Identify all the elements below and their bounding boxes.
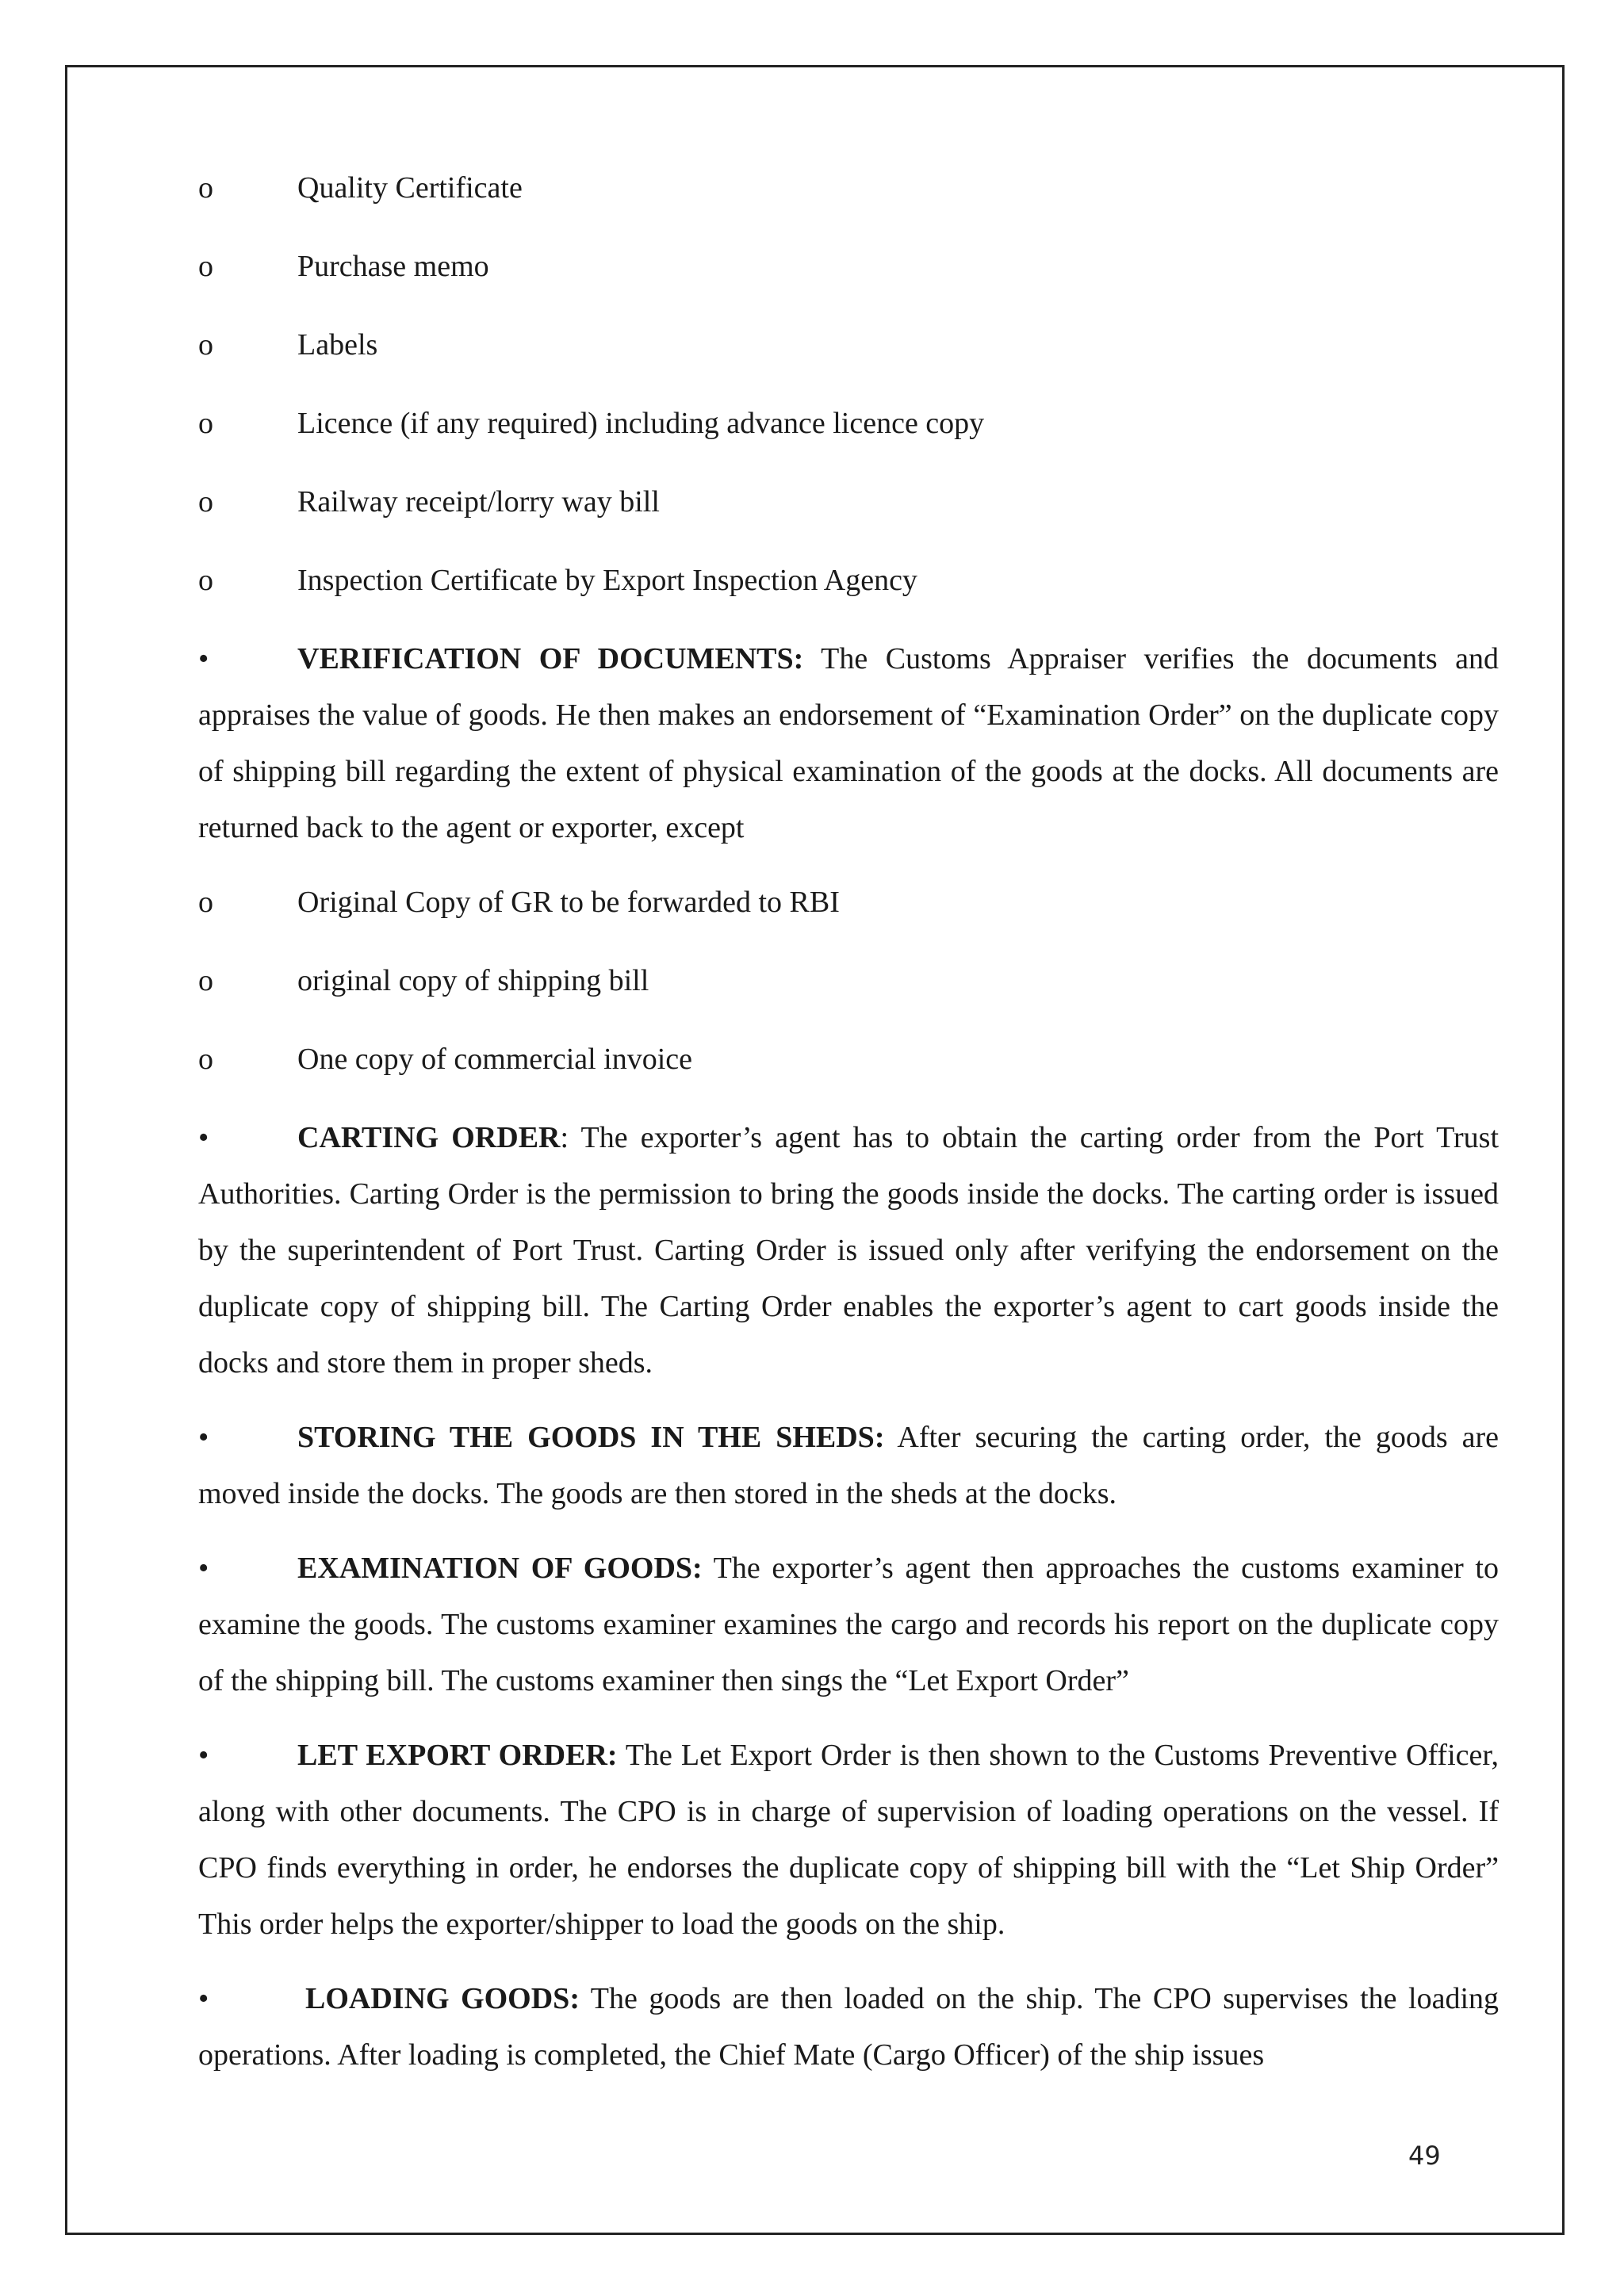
list-item-text: original copy of shipping bill — [297, 964, 649, 997]
list-item-text: Licence (if any required) including advance licence copy — [297, 407, 985, 440]
list-item-text: Purchase memo — [297, 250, 489, 283]
list-marker: o — [198, 171, 213, 205]
bullet-marker: • — [198, 1421, 209, 1454]
list-marker: o — [198, 964, 213, 997]
section-text: The Customs Appraiser verifies the documents and appraises the value of goods. He then makes an endorsement of “Examination Order” on the duplicate copy of shipping bill regarding the extent of physical examination of the goods at the docks. All documents are returned back to the agent or exporter, except — [198, 642, 1500, 844]
list-marker: o — [198, 1043, 213, 1076]
section-text: The goods are then loaded on the ship. The CPO supervises the loading operations. After loading is completed, the Chief Mate (Cargo Officer) of the ship issues — [198, 1982, 1500, 2072]
section-text: The exporter’s agent then approaches the customs examiner to examine the goods. The customs examiner examines the cargo and records his report on the duplicate copy of the shipping bill. The customs examiner then sings the “Let Export Order” — [198, 1552, 1499, 1697]
list-marker: o — [198, 485, 213, 519]
bullet-marker: • — [198, 1739, 209, 1772]
bullet-marker: • — [198, 1982, 209, 2015]
bullet-marker: • — [198, 642, 209, 675]
list-item — [198, 168, 1499, 208]
let-export-order-paragraph — [198, 1728, 1499, 1953]
section-text: : The exporter’s agent has to obtain the carting order from the Port Trust Authorities. Carting Order is the permission to bring the goods inside the docks. The carting order is issued by the superintendent of Port Trust. Carting Order is issued only after verifying the endorsement on the duplicate copy of shipping bill. The Carting Order enables the exporter’s agent to cart goods inside the docks and store them in proper sheds. — [198, 1121, 1499, 1380]
bullet-marker: • — [198, 1121, 209, 1154]
section-heading: EXAMINATION OF GOODS: — [297, 1552, 703, 1585]
section-heading: VERIFICATION OF DOCUMENTS: — [297, 642, 804, 675]
verification-paragraph — [198, 631, 1499, 856]
section-text: The Let Export Order is then shown to the Customs Preventive Officer, along with other documents. The CPO is in charge of supervision of loading operations on the vessel. If CPO finds everything in order, he endorses the duplicate copy of shipping bill with the “Let Ship Order” This order helps the exporter/shipper to load the goods on the ship. — [198, 1739, 1500, 1941]
list-item-text: Inspection Certificate by Export Inspection Agency — [297, 564, 917, 597]
list-marker: o — [198, 328, 213, 362]
loading-goods-paragraph — [198, 1971, 1499, 2084]
section-text: After securing the carting order, the goods are moved inside the docks. The goods are then stored in the sheds at the docks. — [198, 1421, 1500, 1510]
list-item-text: One copy of commercial invoice — [297, 1043, 693, 1076]
list-item — [198, 325, 1499, 365]
storing-paragraph — [198, 1410, 1499, 1522]
list-item-text: Original Copy of GR to be forwarded to RBI — [297, 886, 840, 919]
document-body — [198, 168, 1499, 2110]
list-item — [198, 1039, 1499, 1079]
list-marker: o — [198, 250, 213, 283]
list-item — [198, 961, 1499, 1001]
list-item — [198, 247, 1499, 286]
list-item-text: Labels — [297, 328, 378, 362]
list-item — [198, 404, 1499, 443]
list-item-text: Railway receipt/lorry way bill — [297, 485, 660, 519]
carting-order-paragraph — [198, 1110, 1499, 1391]
bullet-marker: • — [198, 1552, 209, 1585]
list-item — [198, 882, 1499, 922]
section-heading: LET EXPORT ORDER: — [297, 1739, 618, 1772]
list-item-text: Quality Certificate — [297, 171, 523, 205]
list-marker: o — [198, 564, 213, 597]
list-item — [198, 561, 1499, 600]
examination-paragraph — [198, 1540, 1499, 1709]
list-marker: o — [198, 886, 213, 919]
section-heading: CARTING ORDER — [297, 1121, 561, 1154]
page-number: 49 — [1408, 2141, 1441, 2171]
list-item — [198, 482, 1499, 522]
section-heading: LOADING GOODS: — [305, 1982, 580, 2015]
section-heading: STORING THE GOODS IN THE SHEDS: — [297, 1421, 885, 1454]
list-marker: o — [198, 407, 213, 440]
